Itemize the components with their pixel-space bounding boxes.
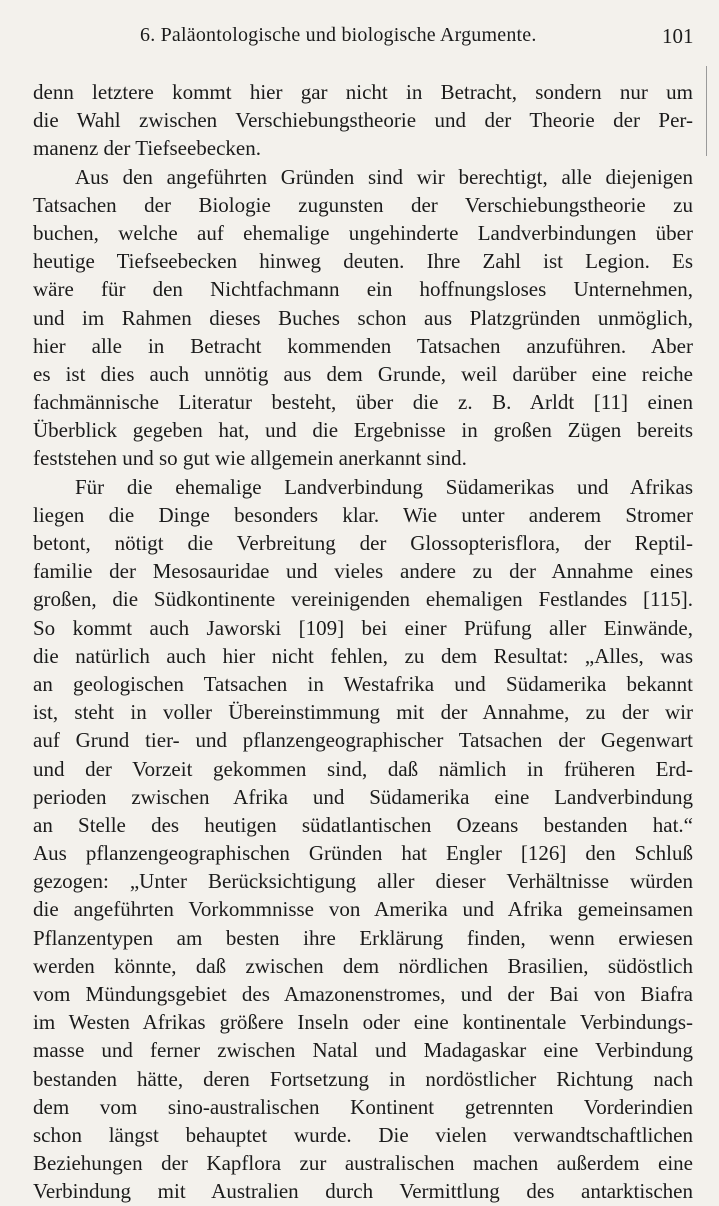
running-header [0,24,719,58]
paragraph [33,78,693,163]
text-line: gezogen: „Unter Berücksichtigung aller dieser Verhältnisse würden [33,869,693,894]
text-line: Verbindung mit Australien durch Vermittlung des antarktischen [33,1179,693,1204]
text-line: die Wahl zwischen Verschiebungstheorie und der Theorie der Per- [33,108,693,133]
text-line: Beziehungen der Kapflora zur australischen machen außerdem eine [33,1151,693,1176]
text-line: wäre für den Nichtfachmann ein hoffnungsloses Unternehmen, [33,277,693,302]
text-line: die angeführten Vorkommnisse von Amerika und Afrika gemeinsamen [33,897,693,922]
text-line: hier alle in Betracht kommenden Tatsachen anzuführen. Aber [33,333,693,358]
text-line: an geologischen Tatsachen in Westafrika und Südamerika bekannt [33,671,693,696]
text-line: Aus pflanzengeographischen Gründen hat Engler [126] den Schluß [33,841,693,866]
text-line: die natürlich auch hier nicht fehlen, zu dem Resultat: „Alles, was [33,643,693,668]
text-line: bestanden hätte, deren Fortsetzung in nordöstlicher Richtung nach [33,1066,693,1091]
scan-edge-mark [706,66,707,156]
text-line: und im Rahmen dieses Buches schon aus Platzgründen unmöglich, [33,305,693,330]
paragraph [33,473,693,1206]
text-line: großen, die Südkontinente vereinigenden ehemaligen Festlandes [115]. [33,587,693,612]
text-line: ist, steht in voller Übereinstimmung mit der Annahme, zu der wir [33,700,693,725]
text-line: im Westen Afrikas größere Inseln oder eine kontinentale Verbindungs- [33,1010,693,1035]
text-line: So kommt auch Jaworski [109] bei einer Prüfung aller Einwände, [33,615,693,640]
text-line: buchen, welche auf ehemalige ungehinderte Landverbindungen über [33,220,693,245]
body-text [33,78,693,1206]
text-line: dem vom sino-australischen Kontinent getrennten Vorderindien [33,1094,693,1119]
text-line: fachmännische Literatur besteht, über die z. B. Arldt [11] einen [33,390,693,415]
text-line: vom Mündungsgebiet des Amazonenstromes, und der Bai von Biafra [33,982,693,1006]
text-line: schon längst behauptet wurde. Die vielen verwandtschaftlichen [33,1122,693,1147]
text-line: Tatsachen der Biologie zugunsten der Verschiebungstheorie zu [33,192,693,217]
text-line: Aus den angeführten Gründen sind wir berechtigt, alle diejenigen [75,164,693,189]
text-line: perioden zwischen Afrika und Südamerika eine Landverbindung [33,784,693,809]
text-line: familie der Mesosauridae und vieles andere zu der Annahme eines [33,559,693,584]
text-line: an Stelle des heutigen südatlantischen Ozeans bestanden hat.“ [33,812,693,837]
text-line: heutige Tiefseebecken hinweg deuten. Ihre Zahl ist Legion. Es [33,249,693,274]
text-line: Für die ehemalige Landverbindung Südamerikas und Afrikas [75,474,693,499]
text-line: und der Vorzeit gekommen sind, daß nämlich in früheren Erd- [33,756,693,781]
text-line: feststehen und so gut wie allgemein anerkannt sind. [33,446,467,471]
text-line: manenz der Tiefseebecken. [33,136,261,161]
header-title: 6. Paläontologische und biologische Argumente. [140,24,537,46]
text-line: werden könnte, daß zwischen dem nördlichen Brasilien, südöstlich [33,953,693,978]
page-number: 101 [662,24,694,48]
text-line: liegen die Dinge besonders klar. Wie unter anderem Stromer [33,502,693,527]
text-line: auf Grund tier- und pflanzengeographischer Tatsachen der Gegenwart [33,728,693,753]
text-line: es ist dies auch unnötig aus dem Grunde, weil darüber eine reiche [33,361,693,386]
text-line: betont, nötigt die Verbreitung der Glossopterisflora, der Reptil- [33,531,693,555]
paragraph [33,163,693,473]
text-line: denn letztere kommt hier gar nicht in Betracht, sondern nur um [33,80,693,104]
text-line: Überblick gegeben hat, und die Ergebnisse in großen Zügen bereits [33,418,693,443]
text-line: masse und ferner zwischen Natal und Madagaskar eine Verbindung [33,1038,693,1063]
text-line: Pflanzentypen am besten ihre Erklärung finden, wenn erwiesen [33,925,693,950]
